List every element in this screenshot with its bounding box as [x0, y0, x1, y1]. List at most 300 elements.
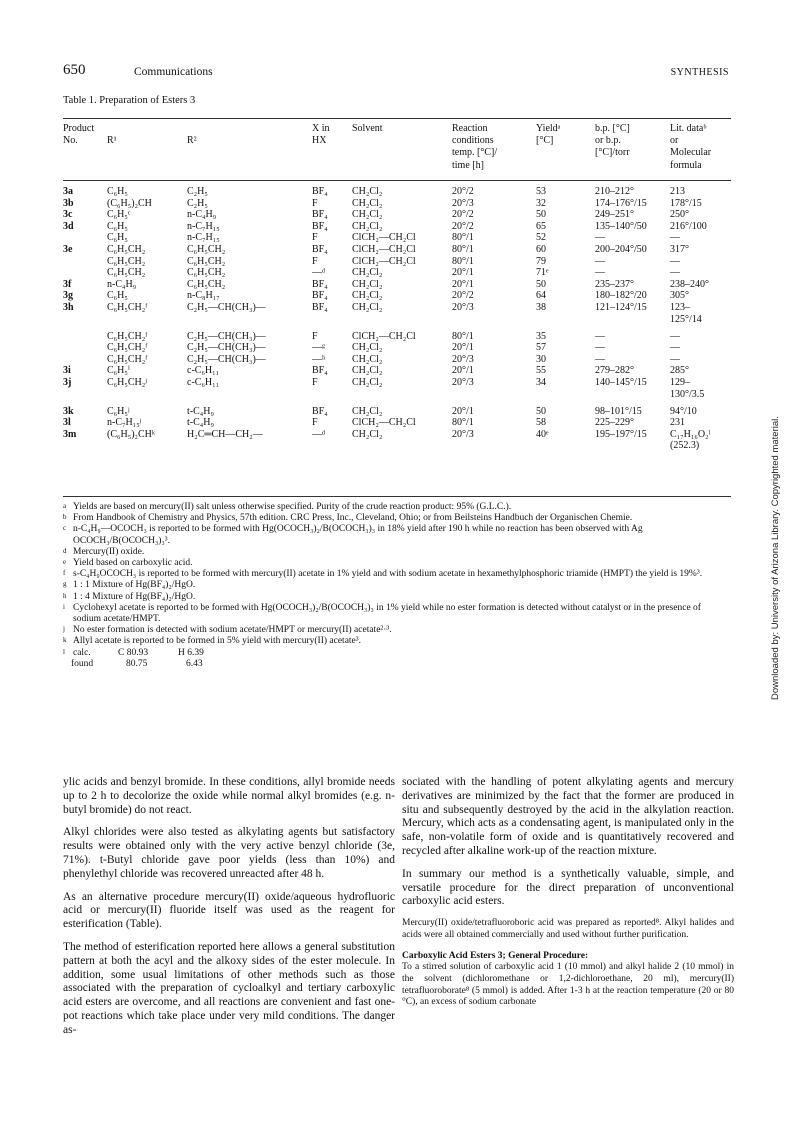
table-cell: 20°/2 — [452, 186, 474, 197]
table-cell: 94°/10 — [670, 405, 697, 417]
table-cell: 64 — [536, 290, 546, 302]
column-header: [°C]/torr — [595, 147, 630, 159]
table-cell: CH₂Cl₂ — [352, 353, 383, 365]
table-cell: C₆H₅CH₂ — [107, 255, 146, 267]
table-cell: C₆H₅ — [107, 220, 128, 232]
column-header — [107, 147, 187, 159]
table-row — [63, 256, 731, 268]
footnote — [63, 513, 731, 524]
footnote-mark: f — [63, 569, 66, 578]
materials-note: Mercury(II) oxide/tetrafluoroboric acid was prepared as reported⁸. Alkyl halides and acids were all obtained commercially and used without further purification. — [402, 918, 734, 940]
footnote-text: 1 : 1 Mixture of Hg(BF₄)₂/HgO. — [73, 580, 196, 591]
table-cell: ClCH₂—CH₂Cl — [352, 243, 416, 255]
footnote — [63, 580, 731, 591]
table-cell: CH₂Cl₂ — [352, 405, 383, 417]
table-cell: 53 — [536, 186, 546, 197]
table-cell: BF₄ — [312, 243, 328, 255]
product-number — [63, 232, 107, 244]
table-cell: 35 — [536, 330, 546, 342]
footnote-mark: g — [63, 580, 67, 589]
table-cell: CH₂Cl₂ — [352, 290, 383, 302]
footnote-mark: a — [63, 502, 67, 510]
column-header — [107, 160, 187, 172]
header-row — [63, 147, 731, 159]
table-cell: 20°/1 — [452, 278, 474, 290]
table-cell — [107, 440, 187, 452]
table-cell: 30 — [536, 353, 546, 365]
table-cell: C₆H₅CH₂ᶠ — [107, 301, 148, 313]
product-number: 3a — [63, 186, 73, 197]
table-row — [63, 290, 731, 302]
column-header: R¹ — [107, 135, 117, 147]
product-number: 3g — [63, 290, 73, 302]
table-cell: 130°/3.5 — [670, 388, 705, 400]
table-cell: F — [312, 232, 318, 244]
table-cell: C₆H₅CH₂ — [187, 243, 226, 255]
column-header: Molecular — [670, 147, 712, 159]
footnote-mark: l — [63, 647, 65, 656]
table-cell: c-C₆H₁₁ — [187, 365, 220, 377]
table-cell: F — [312, 197, 318, 209]
table-row — [63, 354, 731, 366]
table-cell: 98–101°/15 — [595, 405, 642, 417]
table-cell: CH₂Cl₂ — [352, 301, 383, 313]
table-cell — [536, 314, 595, 326]
table-title: Table 1. Preparation of Esters 3 — [63, 95, 196, 106]
column-header: [°C] — [536, 135, 554, 147]
table-cell — [536, 389, 595, 401]
table-cell: CH₂Cl₂ — [352, 209, 383, 221]
table-cell: 55 — [536, 365, 546, 377]
table-cell: C₂H₅—CH(CH₃)— — [187, 301, 266, 313]
table-cell: 80°/1 — [452, 243, 474, 255]
table-cell: 216°/100 — [670, 220, 707, 232]
table-header — [63, 123, 731, 172]
table-row — [63, 198, 731, 210]
table-cell — [595, 389, 670, 401]
table-cell — [595, 440, 670, 452]
footnote-mark: i — [63, 602, 65, 611]
table-cell: C₆H₅CH₂ʲ — [107, 376, 147, 388]
table-cell: 210–212° — [595, 186, 634, 197]
column-header — [312, 147, 352, 159]
table-cell: — — [595, 353, 605, 365]
section-title: Communications — [134, 66, 213, 78]
table-row — [63, 279, 731, 291]
table-cell: c-C₆H₁₁ — [187, 376, 220, 388]
table-cell: 80°/1 — [452, 417, 474, 429]
table-cell: ClCH₂—CH₂Cl — [352, 417, 416, 429]
table-cell: 38 — [536, 301, 546, 313]
column-header: conditions — [452, 135, 494, 147]
table-cell: C₁₇H₁₆O₂ˡ — [670, 428, 711, 440]
found-label: found — [71, 658, 94, 669]
left-column — [63, 776, 395, 1047]
footnote-mark: h — [63, 591, 67, 600]
footnote-text: Yield based on carboxylic acid. — [73, 558, 193, 569]
table-row — [63, 389, 731, 401]
table-cell — [107, 389, 187, 401]
table-row — [63, 325, 731, 342]
table-cell: n-C₈H₁₇ — [187, 290, 220, 302]
table-cell: (C₆H₅)₂CHᵏ — [107, 428, 156, 440]
table-cell: 250° — [670, 209, 689, 221]
product-number — [63, 342, 107, 354]
table-cell: 20°/3 — [452, 197, 474, 209]
footnote-mark: c — [63, 524, 67, 533]
table-cell: 180–182°/20 — [595, 290, 647, 302]
table-cell: BF₄ — [312, 209, 328, 221]
footnote — [63, 636, 731, 647]
column-header: b.p. [°C] — [595, 123, 630, 134]
table-cell: — — [670, 255, 680, 267]
header-row — [63, 135, 731, 147]
column-header: Solvent — [352, 123, 383, 134]
column-header — [352, 147, 452, 159]
header-row — [63, 160, 731, 172]
footnote — [63, 558, 731, 569]
table-cell: 65 — [536, 220, 546, 232]
table-cell — [595, 314, 670, 326]
page-number: 650 — [63, 62, 86, 78]
column-header: or b.p. — [595, 135, 621, 147]
footnote-text: Yields are based on mercury(II) salt unless otherwise specified. Purity of the crude reaction product: 95% (G.L.C.). — [73, 502, 512, 512]
table-cell: 20°/1 — [452, 342, 474, 354]
table-cell: 231 — [670, 417, 685, 429]
analysis-found-row — [63, 659, 731, 670]
product-number — [63, 389, 107, 401]
table-cell: C₆H₅CH₂ — [187, 278, 226, 290]
table-cell: F — [312, 376, 318, 388]
table-row — [63, 429, 731, 441]
footnote — [63, 603, 731, 625]
table-cell: ClCH₂—CH₂Cl — [352, 232, 416, 244]
left-paragraph: ylic acids and benzyl bromide. In these conditions, allyl bromide needs up to 2 h to decolorize the oxide while normal alkyl bromides (e.g. n-butyl bromide) do not react. — [63, 776, 395, 816]
column-header — [107, 123, 187, 135]
right-paragraph: sociated with the handling of potent alkylating agents and mercury derivatives are minimized by the fact that the former are produced in situ and subsequently destroyed by the acid in the alkylation reaction. Mercury, which acts as a condensating agent, is manipulated only in the safe, non-volatile form of oxide and is quantitatively recovered and recycled after alkaline work-up of the reaction mixture. — [402, 776, 734, 857]
column-header: time [h] — [452, 159, 484, 171]
column-header — [187, 160, 312, 172]
table-cell: ClCH₂—CH₂Cl — [352, 330, 416, 342]
table-cell: C₂H₅—CH(CH₃)— — [187, 353, 266, 365]
column-header — [352, 135, 452, 147]
table-cell: — — [670, 353, 680, 365]
table-cell: CH₂Cl₂ — [352, 376, 383, 388]
footnote-text: Cyclohexyl acetate is reported to be formed with Hg(OCOCH₃)₂/B(OCOCH₃)₃ in 1% yield while no ester formation is detected without catalyst or in the presence of sodium acetate/HMPT. — [73, 602, 701, 625]
product-number: 3c — [63, 209, 73, 221]
table-row — [63, 377, 731, 389]
table-cell: 20°/3 — [452, 353, 474, 365]
table-cell: — — [670, 330, 680, 342]
table-row — [63, 209, 731, 221]
table-cell: n-C₄H₉ — [107, 278, 137, 290]
table-cell: 125°/14 — [670, 313, 702, 325]
product-number — [63, 314, 107, 326]
table-cell: C₆H₅ — [107, 290, 128, 302]
table-cell: 20°/2 — [452, 220, 474, 232]
table-cell: F — [312, 255, 318, 267]
table-cell — [536, 440, 595, 452]
table-cell: C₂H₅—CH(CH₃)— — [187, 330, 266, 342]
table-cell: CH₂Cl₂ — [352, 342, 383, 354]
footnote-text: From Handbook of Chemistry and Physics, 57th edition. CRC Press, Inc., Cleveland, Ohio; or from Beilsteins Handbuch der Organischen Chemie. — [73, 513, 633, 524]
left-paragraph: As an alternative procedure mercury(II) oxide/aqueous hydrofluoric acid or mercury(II) fluoride itself was used as the reagent for esterification (Table). — [63, 890, 395, 931]
table-cell: 20°/2 — [452, 209, 474, 221]
found-carbon: 80.75 — [126, 658, 148, 669]
table-cell: 71ᵉ — [536, 267, 549, 279]
table-cell: CH₂Cl₂ — [352, 428, 383, 440]
product-number: 3j — [63, 376, 72, 388]
table-cell — [187, 440, 312, 452]
table-cell: 279–282° — [595, 365, 634, 377]
footnote-text: s-C₄H₉OCOCH₃ is reported to be formed with mercury(II) acetate in 1% yield and with sodium acetate in hexamethylphosphoric triamide (HMPT) the yield is 19%³. — [73, 569, 703, 580]
table-row — [63, 440, 731, 452]
footnote-mark: e — [63, 558, 67, 567]
product-number: 3b — [63, 197, 74, 209]
table-cell: C₆H₅ʲ — [107, 405, 130, 417]
table-row — [63, 302, 731, 314]
product-number — [63, 267, 107, 279]
table-cell: 238–240° — [670, 278, 709, 290]
column-header: formula — [670, 159, 702, 171]
product-number: 3l — [63, 417, 71, 429]
footnote-text: n-C₄H₉—OCOCH₃ is reported to be formed with Hg(OCOCH₃)₂/B(OCOCH₃)₃ in 18% yield after 190 h while no reaction has been observed with Ag OCOCH₃/B(OCOCH₃)₃³. — [73, 524, 643, 546]
table-cell — [352, 440, 452, 452]
table-cell: CH₂Cl₂ — [352, 197, 383, 209]
table-cell: 50 — [536, 209, 546, 221]
table-cell: C₂H₅ — [187, 197, 208, 209]
table-cell: C₆H₅CH₂ — [107, 267, 146, 279]
journal-name: SYNTHESIS — [670, 67, 729, 78]
table-cell: 317° — [670, 243, 689, 255]
table-cell: C₆H₅CH₂ — [187, 255, 226, 267]
table-cell: BF₄ — [312, 405, 328, 417]
column-header: Product — [63, 123, 95, 134]
table-bottom-rule — [63, 496, 731, 497]
footnote — [63, 569, 731, 580]
footnote — [63, 547, 731, 558]
column-header — [63, 160, 107, 172]
table-cell: —ᵈ — [312, 267, 326, 279]
footnote — [63, 502, 731, 513]
table-cell: C₂H₅—CH(CH₃)— — [187, 342, 266, 354]
column-header: Yieldᵃ — [536, 123, 561, 134]
footnote-mark: d — [63, 546, 67, 555]
table-cell: t-C₄H₉ — [187, 417, 214, 429]
column-header — [536, 147, 595, 159]
right-paragraph: In summary our method is a synthetically valuable, simple, and versatile procedure for the direct preparation of unconventional carboxylic acid esters. — [402, 867, 734, 908]
table-cell: C₆H₅ⁱ — [107, 365, 130, 377]
found-hydrogen: 6.43 — [186, 658, 203, 669]
table-row — [63, 417, 731, 429]
footnote — [63, 592, 731, 603]
table-cell: 80°/1 — [452, 232, 474, 244]
column-header — [312, 160, 352, 172]
column-header: or — [670, 135, 679, 147]
table-cell: — — [595, 255, 605, 267]
table-cell: —ᵍ — [312, 342, 326, 354]
table-cell: 20°/3 — [452, 376, 474, 388]
table-cell: 20°/2 — [452, 290, 474, 302]
table-cell: n-C₇H₁₅ — [187, 232, 220, 244]
product-number — [63, 256, 107, 268]
table-cell — [452, 389, 536, 401]
table-cell: — — [595, 232, 605, 244]
table-row — [63, 244, 731, 256]
table-cell: 20°/1 — [452, 267, 474, 279]
table-cell: — — [595, 267, 605, 279]
footnote-text: Mercury(II) oxide. — [73, 546, 145, 557]
table-cell: 50 — [536, 405, 546, 417]
calc-carbon: C 80.93 — [118, 647, 149, 658]
product-number — [63, 354, 107, 366]
table-row — [63, 186, 731, 198]
table-cell: BF₄ — [312, 290, 328, 302]
table-cell: — — [670, 232, 680, 244]
table-cell — [452, 314, 536, 326]
product-number: 3e — [63, 243, 73, 255]
product-number: 3k — [63, 405, 74, 417]
table-row — [63, 314, 731, 326]
table-cell: 20°/1 — [452, 365, 474, 377]
table-cell: 121–124°/15 — [595, 301, 647, 313]
table-cell — [312, 314, 352, 326]
table-cell: CH₂Cl₂ — [352, 278, 383, 290]
table-cell: 200–204°/50 — [595, 243, 647, 255]
table-cell: 285° — [670, 365, 689, 377]
footnote-mark: b — [63, 513, 67, 522]
table-cell: ClCH₂—CH₂Cl — [352, 255, 416, 267]
table-cell: C₆H₅CH₂ — [107, 243, 146, 255]
right-column — [402, 776, 734, 1018]
ester-table — [63, 186, 731, 452]
column-header: HX — [312, 135, 327, 147]
table-cell: CH₂Cl₂ — [352, 365, 383, 377]
table-cell: BF₄ — [312, 365, 328, 377]
table-cell: 58 — [536, 417, 546, 429]
table-cell — [312, 389, 352, 401]
table-cell: 195–197°/15 — [595, 428, 647, 440]
product-number: 3d — [63, 220, 74, 232]
table-cell: C₆H₅CH₂ᶠ — [107, 353, 148, 365]
left-paragraph: The method of esterification reported here allows a general substitution pattern at both the acyl and the alkoxy sides of the ester molecule. In addition, some usual limitations of other methods such as those associated with the preparation of cycloalkyl and tertiary carboxylic acid esters are overcome, and all reactions are convenient and fast one-pot reactions which take place under very mild conditions. The danger as- — [63, 940, 395, 1036]
footnote-mark: j — [63, 625, 65, 634]
table-cell: 135–140°/50 — [595, 220, 647, 232]
table-cell: F — [312, 330, 318, 342]
table-cell: 225–229° — [595, 417, 634, 429]
table-cell: 305° — [670, 290, 689, 302]
column-header — [595, 160, 670, 172]
product-number — [63, 325, 107, 342]
table-row — [63, 232, 731, 244]
table-cell: BF₄ — [312, 220, 328, 232]
table-row — [63, 342, 731, 354]
table-cell: t-C₄H₉ — [187, 405, 214, 417]
table-row — [63, 221, 731, 233]
footnote-text: 1 : 4 Mixture of Hg(BF₄)₂/HgO. — [73, 591, 196, 602]
table-cell — [187, 389, 312, 401]
table-cell: F — [312, 417, 318, 429]
table-cell: (C₆H₅)₂CH — [107, 197, 152, 209]
table-cell: 32 — [536, 197, 546, 209]
table-cell: 80°/1 — [452, 330, 474, 342]
table-cell: H₂C═CH—CH₂— — [187, 428, 263, 440]
product-number — [63, 440, 107, 452]
table-cell: CH₂Cl₂ — [352, 267, 383, 279]
table-cell: BF₄ — [312, 301, 328, 313]
column-header: No. — [63, 135, 78, 147]
table-cell: 60 — [536, 243, 546, 255]
footnote-text: Allyl acetate is reported to be formed in 5% yield with mercury(II) acetate³. — [73, 636, 361, 647]
table-cell: 50 — [536, 278, 546, 290]
calc-hydrogen: H 6.39 — [178, 647, 204, 658]
table-cell — [312, 440, 352, 452]
column-header — [187, 147, 312, 159]
download-watermark: Downloaded by: University of Arizona Library. Copyrighted material. — [770, 416, 781, 700]
table-cell: CH₂Cl₂ — [352, 220, 383, 232]
table-cell: 129– — [670, 376, 690, 388]
calc-label: calc. — [73, 647, 91, 658]
footnote-mark: k — [63, 636, 67, 645]
footnote — [63, 625, 731, 636]
table-cell: — — [670, 342, 680, 354]
table-cell: 174–176°/15 — [595, 197, 647, 209]
table-cell: n-C₇H₁₅ — [187, 220, 220, 232]
table-cell: —ᵈ — [312, 428, 326, 440]
product-number: 3i — [63, 365, 71, 377]
table-row — [63, 400, 731, 417]
analysis-calc-row — [73, 648, 731, 659]
table-cell — [452, 440, 536, 452]
column-header — [63, 147, 107, 159]
table-cell: 235–237° — [595, 278, 634, 290]
table-cell — [107, 314, 187, 326]
table-cell: CH₂Cl₂ — [352, 186, 383, 197]
table-cell — [187, 314, 312, 326]
table-cell: — — [595, 330, 605, 342]
column-header: Reaction — [452, 123, 488, 134]
product-number: 3f — [63, 278, 72, 290]
column-header: R² — [187, 135, 197, 147]
table-cell: 249–251° — [595, 209, 634, 221]
procedure-text: To a stirred solution of carboxylic acid 1 (10 mmol) and alkyl halide 2 (10 mmol) in the solvent (dichloromethane or 1,2-dichloroethane, 20 ml), mercury(II) tetrafluoroborate⁸ (5 mmol) is added. After 1-3 h at the reaction temperature (20 or 80 °C), an excess of sodium carbonate — [402, 962, 734, 1008]
table-cell: BF₄ — [312, 278, 328, 290]
table-cell: n-C₄H₉ — [187, 209, 217, 221]
table-header-rule — [63, 180, 731, 181]
column-header: Lit. dataᵇ — [670, 123, 707, 134]
product-number: 3m — [63, 428, 77, 440]
table-cell: 57 — [536, 342, 546, 354]
table-cell: 52 — [536, 232, 546, 244]
table-cell — [352, 314, 452, 326]
table-cell: C₆H₅ᶜ — [107, 209, 131, 221]
table-cell: 213 — [670, 186, 685, 197]
column-header: X in — [312, 123, 330, 134]
footnote-text: No ester formation is detected with sodium acetate/HMPT or mercury(II) acetate²·³. — [73, 625, 392, 636]
table-cell: 123– — [670, 301, 690, 313]
footnote — [63, 524, 731, 546]
header-row — [63, 123, 731, 135]
table-cell: C₆H₅ — [107, 186, 128, 197]
table-cell: 20°/3 — [452, 428, 474, 440]
column-header — [352, 160, 452, 172]
table-cell: —ʰ — [312, 353, 326, 365]
column-header — [187, 123, 312, 135]
left-paragraph: Alkyl chlorides were also tested as alkylating agents but satisfactory results were obtained only with the very active benzyl chloride (3e, 71%). t-Butyl chloride gave poor yields (less than 10%) and phenylethyl chloride was recovered unreacted after 48 h. — [63, 826, 395, 880]
table-cell: C₆H₅CH₂ᶠ — [107, 330, 148, 342]
table-cell — [352, 389, 452, 401]
table-cell: 40ᵉ — [536, 428, 549, 440]
